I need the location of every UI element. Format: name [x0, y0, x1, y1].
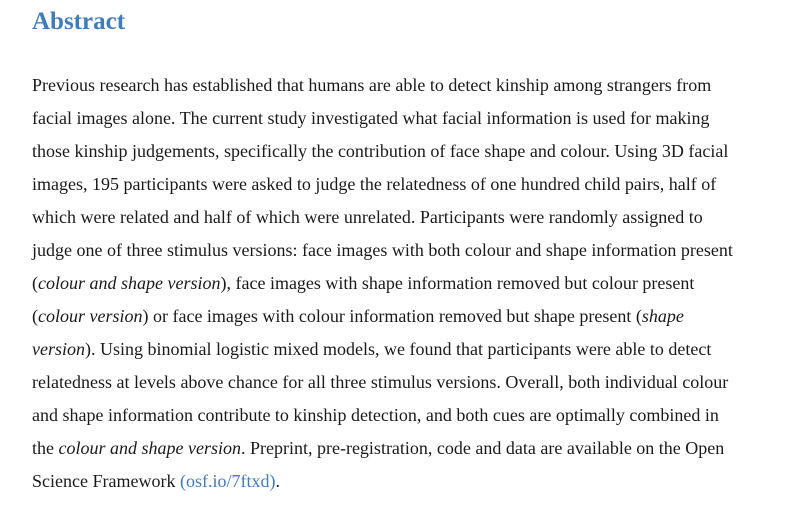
- text-run: ), face images with shape information removed but colour present: [220, 273, 695, 293]
- abstract-line: [32, 102, 792, 135]
- abstract-section: [32, 0, 792, 498]
- text-run: judge one of three stimulus versions: face images with both colour and shape information present: [32, 240, 733, 260]
- abstract-line: [32, 465, 792, 498]
- text-run: ) or face images with colour information removed but shape present (: [142, 306, 642, 326]
- abstract-line: [32, 366, 792, 399]
- abstract-line: [32, 201, 792, 234]
- text-run: those kinship judgements, specifically the contribution of face shape and colour. Using 3D facial: [32, 141, 729, 161]
- abstract-line: [32, 135, 792, 168]
- abstract-line: [32, 168, 792, 201]
- text-run: (: [32, 306, 38, 326]
- text-run: .: [275, 471, 280, 491]
- italic-term: colour and shape version: [58, 438, 241, 458]
- abstract-line: [32, 267, 792, 300]
- osf-link[interactable]: (osf.io/7ftxd): [179, 471, 276, 491]
- text-run: . Preprint, pre-registration, code and data are available on the Open: [240, 438, 725, 458]
- abstract-line: [32, 333, 792, 366]
- text-run: which were related and half of which were unrelated. Participants were randomly assigned to: [32, 207, 703, 227]
- abstract-line: [32, 234, 792, 267]
- text-run: and shape information contribute to kinship detection, and both cues are optimally combined in: [32, 405, 719, 425]
- abstract-line: [32, 300, 792, 333]
- abstract-body: [32, 69, 792, 498]
- text-run: ). Using binomial logistic mixed models, we found that participants were able to detect: [85, 339, 712, 359]
- text-run: the: [32, 438, 59, 458]
- text-run: facial images alone. The current study investigated what facial information is used for making: [32, 108, 710, 128]
- italic-term: shape: [641, 306, 684, 326]
- text-run: Previous research has established that humans are able to detect kinship among strangers from: [32, 75, 712, 95]
- italic-term: colour version: [38, 306, 143, 326]
- text-run: images, 195 participants were asked to judge the relatedness of one hundred child pairs, half of: [32, 174, 717, 194]
- text-run: relatedness at levels above chance for all three stimulus versions. Overall, both individual colour: [32, 372, 729, 392]
- text-run: (: [32, 273, 38, 293]
- abstract-line: [32, 432, 792, 465]
- italic-term: version: [32, 339, 85, 359]
- abstract-heading: Abstract: [32, 8, 126, 35]
- abstract-line: [32, 69, 792, 102]
- text-run: Science Framework: [32, 471, 180, 491]
- abstract-line: [32, 399, 792, 432]
- italic-term: colour and shape version: [38, 273, 221, 293]
